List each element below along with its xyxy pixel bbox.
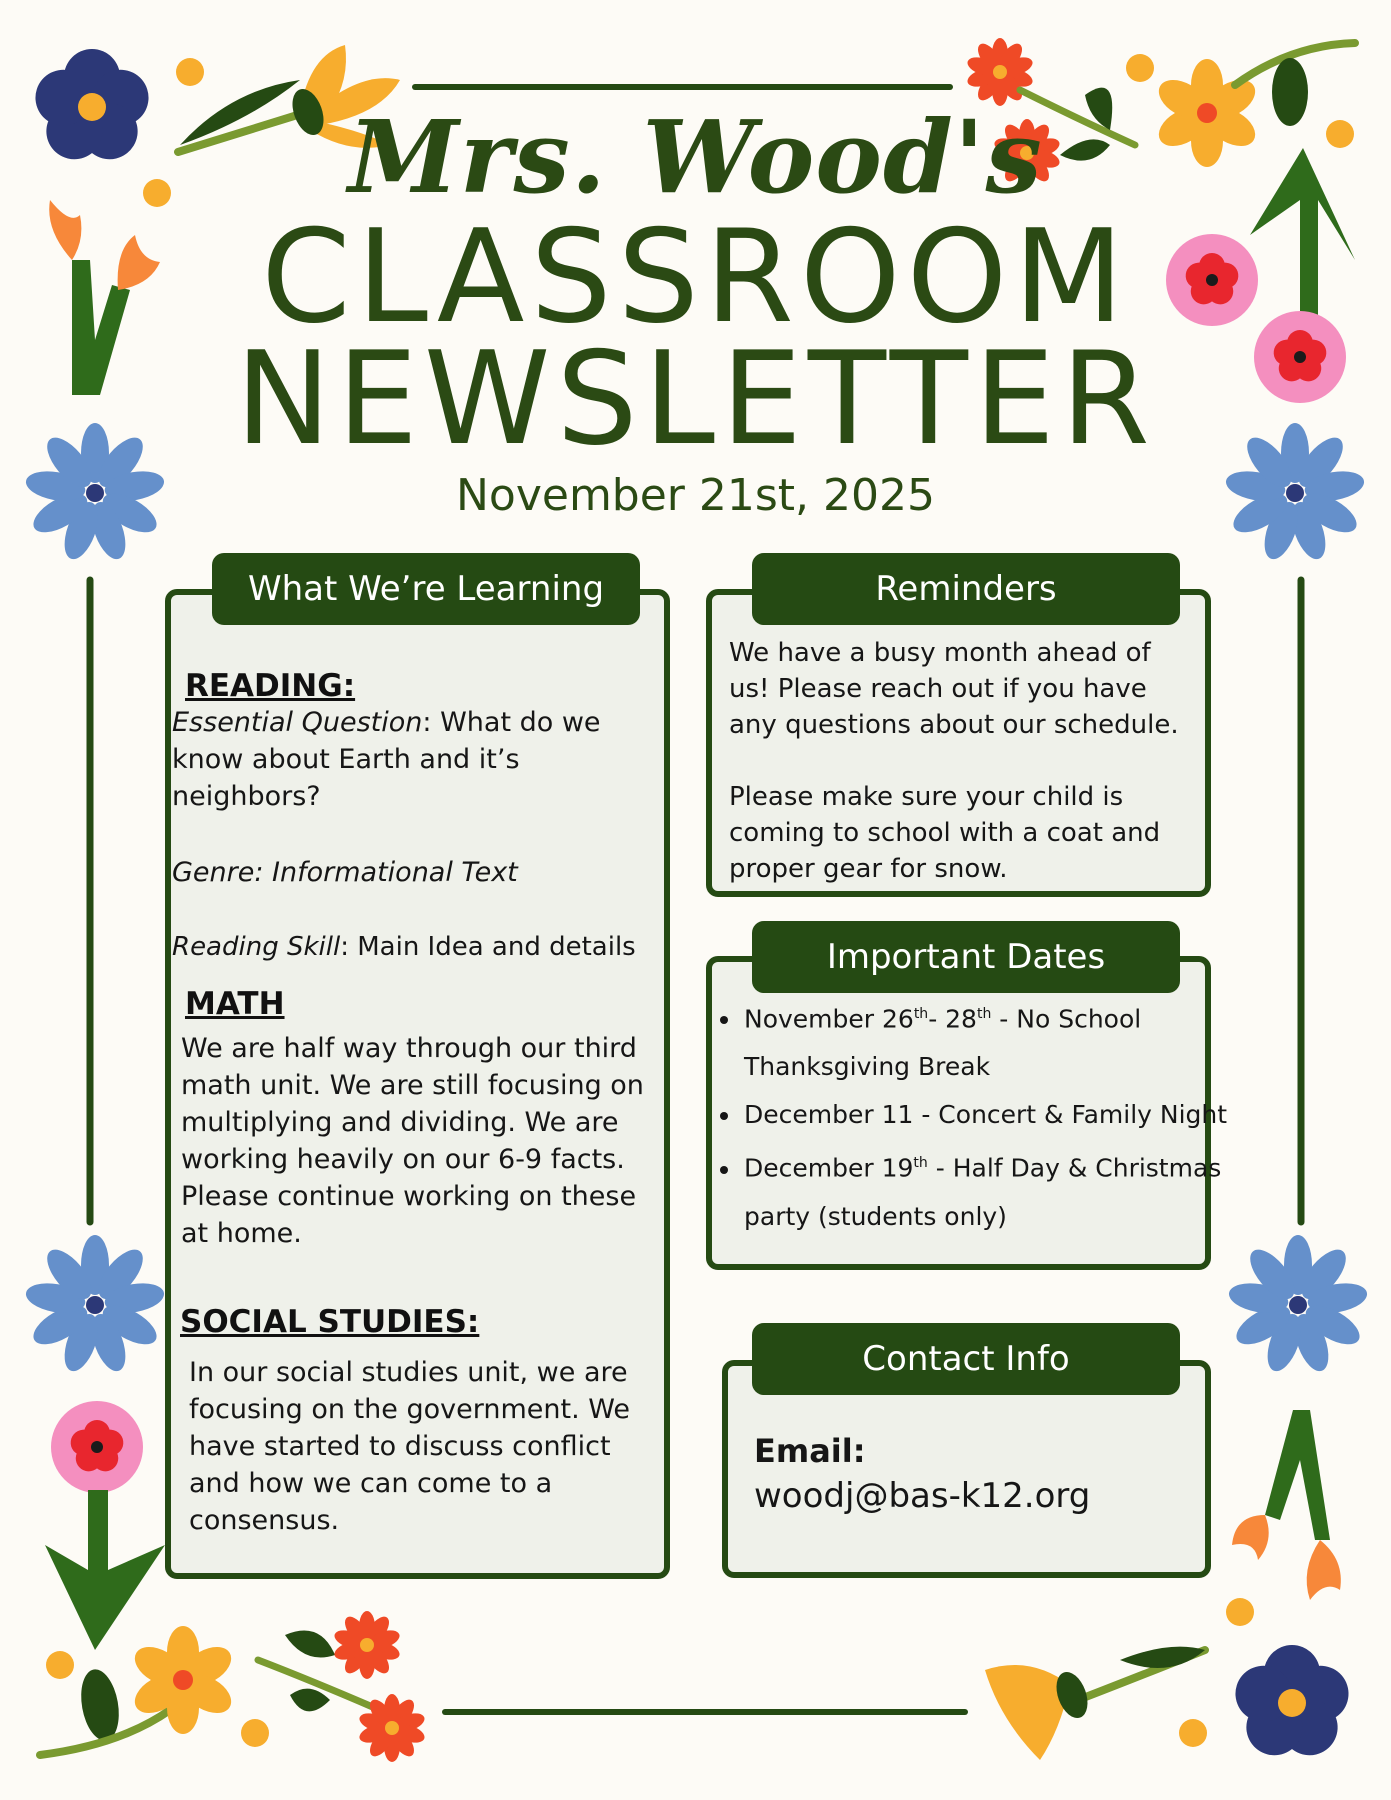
important-dates-list [710, 990, 1232, 1241]
social-studies-text: In our social studies unit, we are focusing on the government. We have started to discuss conflict and how we can come to a consensus. [189, 1357, 630, 1536]
reading-essential-question [172, 704, 642, 815]
date-item-christmas: • December 19th - Half Day & Christmas party (students only) [742, 1139, 1232, 1240]
skill-text: : Main Idea and details [340, 932, 636, 962]
genre-text: : Informational Text [254, 857, 518, 888]
email-address[interactable]: woodj@bas-k12.org [754, 1476, 1091, 1516]
reminders-text-1: We have a busy month ahead of us! Please reach out if you have any questions about our schedule. [729, 638, 1179, 740]
reminders-panel-header: Reminders [752, 553, 1180, 625]
reading-genre [172, 854, 652, 891]
title-classroom: CLASSROOM [261, 203, 1130, 352]
eq-label: Essential Question [172, 707, 423, 738]
skill-label: Reading Skill [172, 932, 341, 962]
title-newsletter: NEWSLETTER [235, 325, 1156, 474]
important-dates-panel-header: Important Dates [752, 921, 1180, 993]
eq-text: : What do we know about Earth and it’s neighbors? [172, 707, 601, 812]
teacher-name-title: Mrs. Wood's [348, 98, 1043, 216]
date-item-thanksgiving: • November 26th- 28th - No School Thanksgiving Break [742, 990, 1232, 1091]
math-text: We are half way through our third math unit. We are still focusing on multiplying and dividing. We are working heavily on our 6-9 facts. Please continue working on these at home. [181, 1033, 644, 1249]
reminders-text-2: Please make sure your child is coming to school with a coat and proper gear for snow. [729, 782, 1161, 884]
email-label: Email: [754, 1432, 866, 1470]
newsletter-date: November 21st, 2025 [456, 470, 935, 521]
math-heading: MATH [185, 986, 285, 1022]
learning-panel-header: What We’re Learning [212, 553, 640, 625]
genre-label: Genre [172, 857, 255, 888]
social-studies-heading: SOCIAL STUDIES: [180, 1304, 480, 1340]
reading-skill [172, 929, 662, 966]
reading-heading: READING: [185, 668, 356, 704]
contact-panel-header: Contact Info [752, 1323, 1180, 1395]
date-item-concert: • December 11 - Concert & Family Night [742, 1091, 1232, 1139]
